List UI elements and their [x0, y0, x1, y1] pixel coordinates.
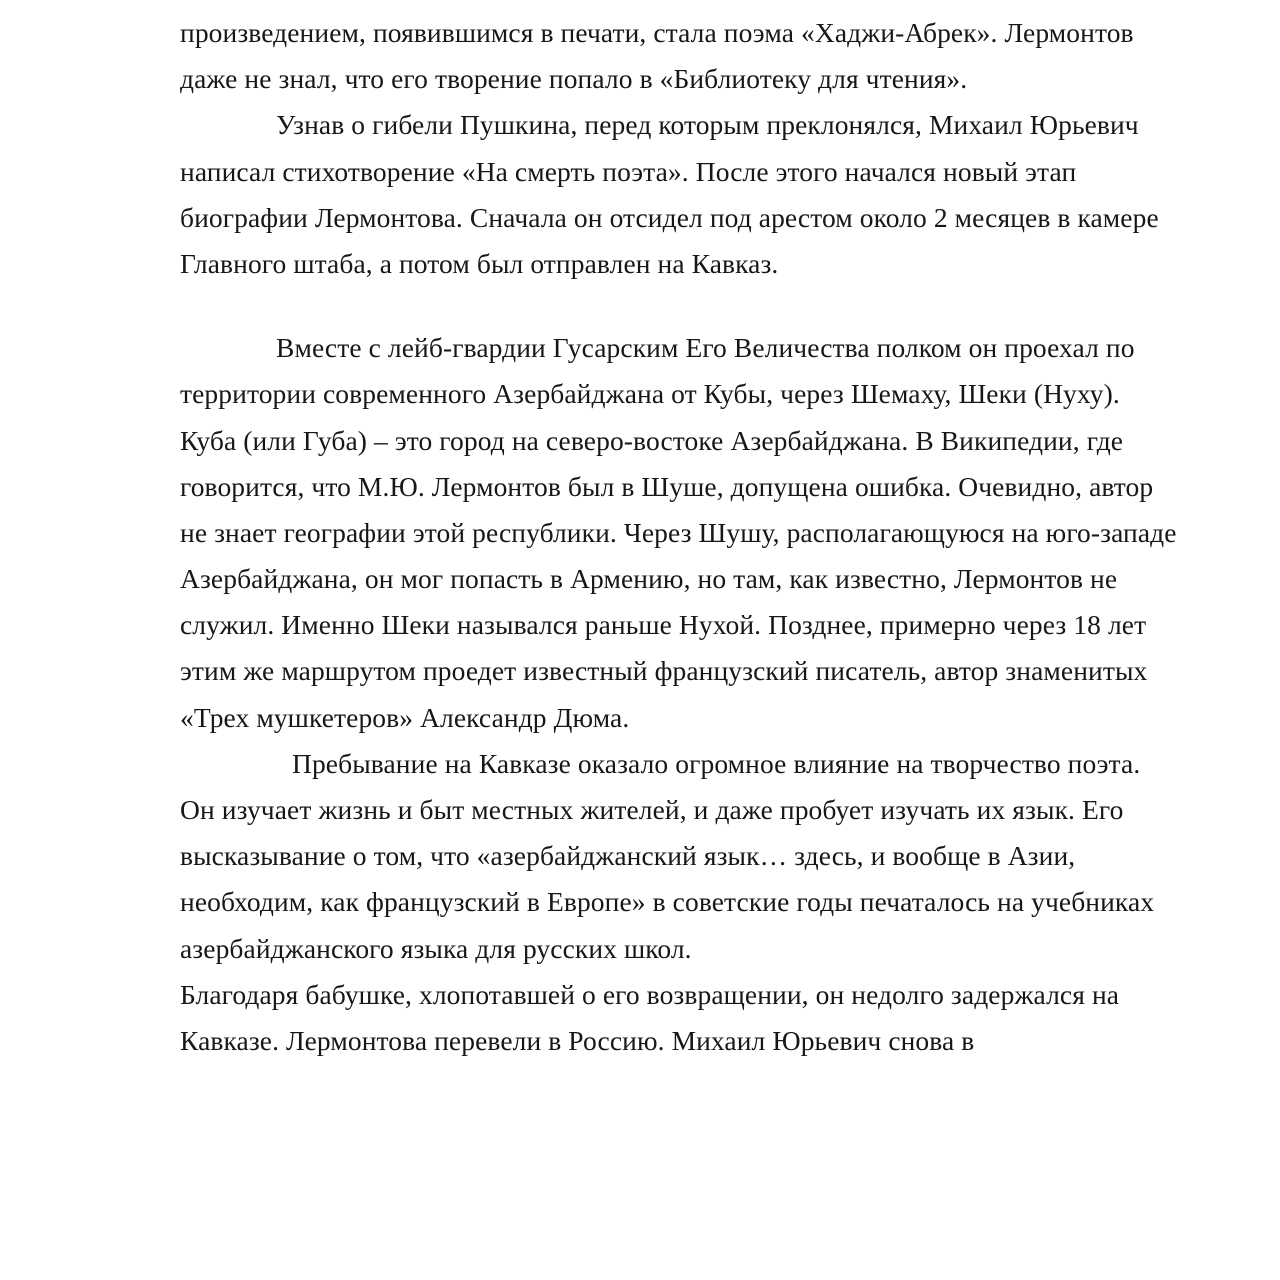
paragraph-caucasus-influence: Пребывание на Кавказе оказало огромное влияние на творчество поэта. Он изучает жизнь и быт местных жителей, и даже пробует изучать их язык. Его высказывание о том, что «азербайджанский язык… здесь, и вообще в Азии, необходим, как французский в Европе» в советские годы печаталось на учебниках азербайджанского языка для русских школ. [180, 747, 1162, 964]
document-body [180, 10, 1184, 1064]
paragraph-azerbaijan-route: Вместе с лейб-гвардии Гусарским Его Величества полком он проехал по территории современного Азербайджана от Кубы, через Шемаху, Шеки (Нуху). Куба (или Губа) – это город на северо-востоке Азербайджана. В Википедии, где говорится, что М.Ю. Лермонтов был в Шуше, допущена ошибка. Очевидно, автор не знает географии этой республики. Через Шушу, располагающуюся на юго-западе Азербайджана, он мог попасть в Армению, но там, как известно, Лермонтов не служил. Именно Шеки назывался раньше Нухой. Позднее, примерно через 18 лет этим же маршрутом проедет известный французский писатель, автор знаменитых «Трех мушкетеров» Александр Дюма. [180, 332, 1184, 733]
paragraph-spacer [180, 287, 1180, 325]
paragraph-hadji-abrek: произведением, появившимся в печати, стала поэма «Хаджи-Абрек». Лермонтов даже не знал, что его творение попало в «Библиотеку для чтения». [180, 17, 1141, 95]
paragraph-pushkin-death: Узнав о гибели Пушкина, перед которым преклонялся, Михаил Юрьевич написал стихотворение «На смерть поэта». После этого начался новый этап биографии Лермонтова. Сначала он отсидел под арестом около 2 месяцев в камере Главного штаба, а потом был отправлен на Кавказ. [180, 109, 1166, 279]
paragraph-grandmother: Благодаря бабушке, хлопотавшей о его возвращении, он недолго задержался на Кавказе. Лермонтова перевели в Россию. Михаил Юрьевич снова в [180, 978, 1127, 1056]
